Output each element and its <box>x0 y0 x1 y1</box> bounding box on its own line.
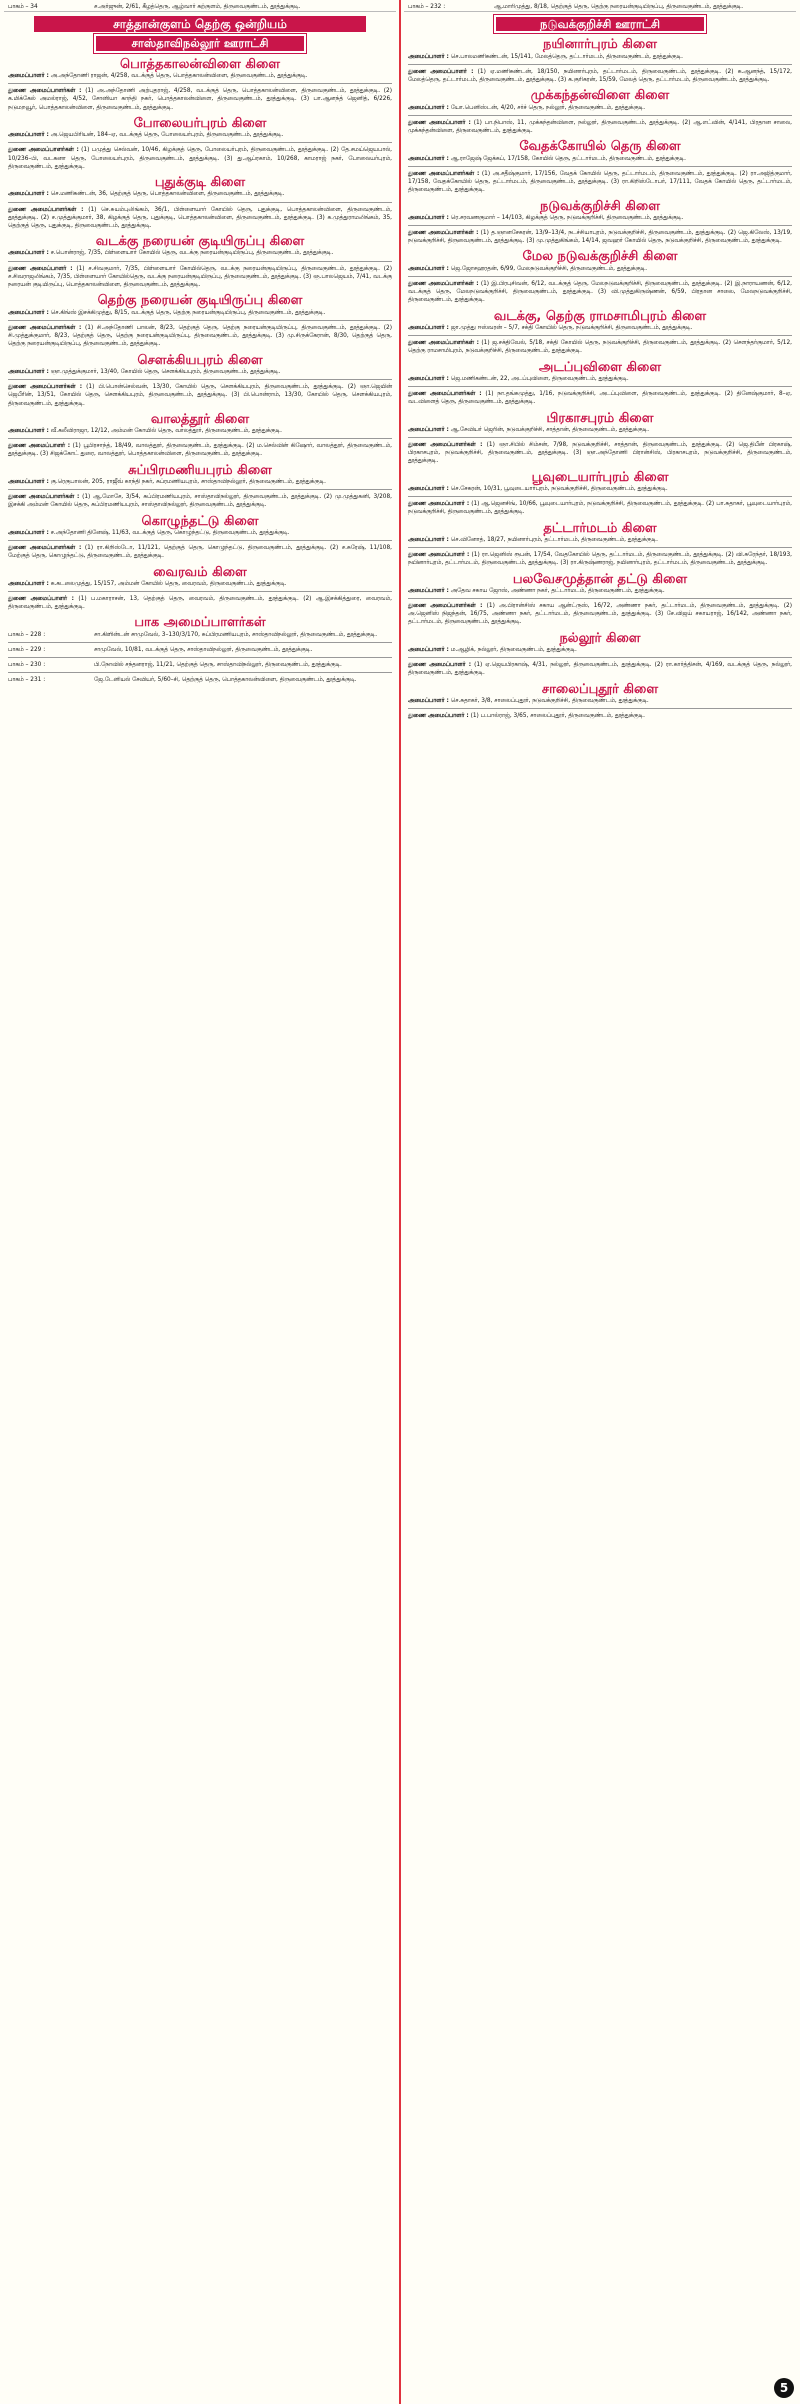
organizer-detail: செ.மணிகண்டன், 36, தெற்குத் தெரு, பொத்தகாலன்விளை, திருவைகுண்டம், தூத்துக்குடி. <box>50 191 285 198</box>
organizer-label: அமைப்பாளர் : <box>8 309 49 316</box>
organizer-label: அமைப்பாளர் : <box>408 53 449 60</box>
baagam-row <box>4 676 396 684</box>
divider <box>8 672 392 673</box>
deputy-label: துணை அமைப்பாளர்கள் : <box>8 384 83 391</box>
branch-section <box>4 175 396 230</box>
organizer-detail: ஜெ.மணிகண்டன், 22, அடப்புவிளை, திருவைகுண்டம், தூத்துக்குடி. <box>450 375 629 382</box>
deputy-label: துணை அமைப்பாளர் : <box>8 596 74 603</box>
organizer-detail: ரெ.சரவணகுமார் – 14/103, கிழக்குத் தெரு, நடுவக்குறிச்சி, திருவைகுண்டம், தூத்துக்குடி. <box>450 214 684 221</box>
organizer-detail: ஆ.ராஜேஷ் ஜேக்கப், 17/158, கோயில் தெரு, தட்டார்மடம், திருவைகுண்டம், தூத்துக்குடி. <box>450 155 686 162</box>
organizer-label: அமைப்பாளர் : <box>8 427 49 434</box>
divider <box>408 598 792 599</box>
branch-title: வேதக்கோயில் தெரு கிளை <box>519 139 681 155</box>
part-number: பாகம் – 229 : <box>8 646 46 653</box>
deputy-detail: (1) பா.நிபாஸ், 11, முக்கந்தன்விளை, நல்லூர், திருவைகுண்டம், தூத்துக்குடி. (2) ஆ.எட்வின், 4/141, பிரதான சாலை, முக்கந்தன்விளை, திருவைகுண்டம், தூத்துக்குடி. <box>408 119 792 135</box>
organizer-entry <box>4 478 396 486</box>
branch-section <box>4 462 396 510</box>
deputy-detail: (1) ஏ.ஜெயபிரகாஷ், 4/31, நல்லூர், திருவைகுண்டம், தூத்துக்குடி. (2) ரா.கார்த்திசன், 4/169, வடக்குத் தெரு, நல்லூர், திருவைகுண்டம், தூத்துக்குடி. <box>408 662 793 677</box>
part-detail: சாமுவேல், 10/81, வடக்குத் தெரு, சாஸ்தாவிநல்லூர், திருவைகுண்டம், தூத்துக்குடி. <box>94 646 313 653</box>
organizer-label: அமைப்பாளர் : <box>408 104 449 111</box>
deputy-organizers-entry <box>4 324 396 349</box>
organizer-entry <box>404 104 796 112</box>
organizer-detail: ச.அந்தோணி தினேஷ், 11/63, வடக்குத் தெரு, கொழுந்தட்டு, திருவைகுண்டம், தூத்துக்குடி. <box>50 529 290 536</box>
deputy-organizers-entry <box>404 339 796 355</box>
part-detail: ஆ.மாரிமுத்து, 8/18, தெற்குத் தெரு, தெற்கு நரையன்குடியிருப்பு, திருவைகுண்டம், தூத்துக்குடி. <box>494 4 744 10</box>
organizer-label: அமைப்பாளர் : <box>408 536 449 543</box>
organizer-label: அமைப்பாளர் : <box>8 72 49 79</box>
left-top-entry <box>4 3 396 12</box>
column-divider <box>399 0 401 2404</box>
organizer-entry <box>404 53 796 61</box>
deputy-organizers-entry <box>4 206 396 231</box>
deputy-label: துணை அமைப்பாளர் : <box>408 119 471 126</box>
divider <box>8 540 392 541</box>
baagam-row <box>4 631 396 639</box>
deputy-detail: (1) ஆ.மோசே, 3/54, சுப்பிரமணியபுரம், சாஸ்தாவிநல்லூர், திருவைகுண்டம், தூத்துக்குடி. (2) மு.முத்துகனி, 3/208, இசக்கி அம்மன் கோயில் தெரு, சுப்பிரமணியபுரம், சாஸ்தாவிநல்லூர், திருவைகுண்டம், தூத்துக்குடி. <box>8 494 392 509</box>
divider <box>8 642 392 643</box>
deputy-organizers-entry <box>404 602 796 627</box>
organizer-label: அமைப்பாளர் : <box>408 155 449 162</box>
organizer-label: அமைப்பாளர் : <box>8 529 49 536</box>
branch-title: புதுக்குடி கிளை <box>154 175 246 191</box>
divider <box>408 225 792 226</box>
divider <box>8 261 392 262</box>
deputy-label: துணை அமைப்பாளர் : <box>408 68 474 75</box>
organizer-label: அமைப்பாளர் : <box>408 324 449 331</box>
divider <box>8 657 392 658</box>
divider <box>408 276 792 277</box>
organizer-detail: செ.பாலமணிகண்டன், 15/141, மேலத்தெரு, தட்டார்மடம், திருவைகுண்டம், தூத்துக்குடி. <box>450 53 683 60</box>
organizer-label: அமைப்பாளர் : <box>8 478 49 485</box>
organizer-entry <box>4 190 396 198</box>
deputy-label: துணை அமைப்பாளர்கள் : <box>408 280 479 287</box>
organizer-detail: வீ.கலீவிராஜா, 12/12, அம்மன் கோயில் தெரு, வாலத்தூர், திருவைகுண்டம், தூத்துக்குடி. <box>50 427 283 434</box>
branch-section <box>404 88 796 135</box>
deputy-detail: (1) பமுத்து செல்வன், 10/46, கிழக்குத் தெரு, போலையர்புரம், திருவைகுண்டம், தூத்துக்குடி. (2) தே.சமய்ஜெயபால், 10/236–பி, வடகனா தெரு, போலையர்புரம், திருவைகுண்டம், தூத்துக்குடி. (3) து.ஆப்ரகாம், 10/268, காமராஜ் நகர், போலையர்புரம், திருவைகுண்டம், தூத்துக்குடி. <box>8 147 392 170</box>
ooratchi-title: சாஸ்தாவிநல்லூர் ஊராட்சி <box>94 34 306 52</box>
deputy-label: துணை அமைப்பாளர் : <box>408 501 470 508</box>
branch-section <box>404 308 796 356</box>
organizer-label: அமைப்பாளர் : <box>8 191 49 198</box>
organizer-entry <box>404 324 796 332</box>
divider <box>408 437 792 438</box>
part-number: பாகம் – 232 : <box>408 4 446 10</box>
deputy-detail: (1) த.ஞானசேகரன், 13/9–13/4, நடச்சியாபுரம், நடுவக்குறிச்சி, திருவைகுண்டம், தூத்துக்குடி. (2) ஜெ.கிலேஸ், 13/19, நடுவக்குறிச்சி, திருவைகுண்டம், தூத்துக்குடி. (3) மு.முத்துகிங்கம், 14/14, ஜவஹர் கோயில் தெரு, நடுவக்குறிச்சி, திருவைகுண்டம், தூத்துக்குடி. <box>408 229 792 245</box>
divider <box>408 657 792 658</box>
deputy-organizers-entry <box>404 500 796 516</box>
branch-section <box>4 513 396 561</box>
deputy-organizers-entry <box>404 68 796 84</box>
branch-title: சாலைப்புதூர் கிளை <box>541 681 659 697</box>
deputy-label: துணை அமைப்பாளர்கள் : <box>8 206 84 213</box>
organizer-detail: அ.ஜெயபிரியன், 184–ஏ, வடக்குத் தெரு, போலையர்புரம், திருவைகுண்டம், தூத்துக்குடி. <box>50 132 284 139</box>
right-column <box>404 0 796 2404</box>
branch-section <box>404 37 796 84</box>
organizer-detail: ஆ.சேவியர் ஜெரின், நடுவக்குறிச்சி, சாத்தான், திருவைகுண்டம், தூத்துக்குடி. <box>450 426 650 433</box>
deputy-label: துணை அமைப்பாளர்கள் : <box>408 340 479 347</box>
deputy-detail: (1) ஆ.ஜெனசிங், 10/66, பூவுடையார்புரம், நடுவக்குறிச்சி, திருவைகுண்டம், தூத்துக்குடி. (2) பா.சுதாகர், பூவுடையார்புரம், நடுவக்குறிச்சி, திருவைகுண்டம், தூத்துக்குடி. <box>408 501 793 516</box>
deputy-detail: (1) நா.தங்கமுத்து, 1/16, நடுவக்குறிச்சி, அடப்புவிளை, திருவைகுண்டம், தூத்துக்குடி. (2) தினேஷ்குமார், 8–ஏ, வடவிளைத் தெரு, திருவைகுண்டம், தூத்துக்குடி. <box>408 391 792 406</box>
deputy-organizers-entry <box>404 119 796 135</box>
ooratchi-title: நடுவக்குறிச்சி ஊராட்சி <box>494 15 706 33</box>
branch-title: தட்டார்மடம் கிளை <box>543 520 657 536</box>
deputy-organizers-entry <box>4 383 396 408</box>
branch-section <box>404 630 796 678</box>
branch-title: அடப்புவிளை கிளை <box>538 359 662 375</box>
deputy-organizers-entry <box>4 265 396 290</box>
deputy-label: துணை அமைப்பாளர்கள் : <box>408 441 483 448</box>
deputy-detail: (1) ஏ.மணிகண்டன், 18/150, நயினார்புரம், தட்டார்மடம், திருவைகுண்டம், தூத்துக்குடி. (2) க.ஆனந்த், 15/172, மேலத்தெரு, தட்டார்மடம், திருவைகுண்டம், தூத்துக்குடி. (3) க.குரிகரன், 15/59, மேலத் தெரு, தட்டார்மடம், திருவைகுண்டம், தூத்துக்குடி. <box>408 68 792 84</box>
deputy-detail: (1) பி.பொன்செல்வன், 13/30, கோயில் தெரு, சௌக்கியபுரம், திருவைகுண்டம், தூத்துக்குடி. (2) ஞா.ஜெயின் ஜெபீரின், 13/51, கோயில் தெரு, சௌக்கியபுரம், திருவைகுண்டம், தூத்துக்குடி. (3) பி.பொன்ராம், 13/30, கோயில் தெரு, சௌக்கியபுரம், திருவைகுண்டம், தூத்துக்குடி. <box>8 384 393 407</box>
part-number: பாகம் – 34 <box>8 4 38 10</box>
deputy-organizers-entry <box>4 442 396 458</box>
deputy-detail: (1) அ.பிரான்சிஸ் சகாய ஆன்ட்ருஸ், 16/72, அண்ணா நகர், தட்டார்மடம், திருவைகுண்டம், தூத்துக்குடி. (2) அ.ஜெனிஸ் நிஜந்தன், 16/75, அண்ணா நகர், தட்டார்மடம், திருவைகுண்டம், தூத்துக்குடி. (3) சே.விஜய் சகாயராஜ், 16/142, அண்ணா நகர், தட்டார்மடம், திருவைகுண்டம், தூத்துக்குடி. <box>408 603 792 626</box>
divider <box>408 708 792 709</box>
branch-section <box>404 249 796 304</box>
deputy-label: துணை அமைப்பாளர்கள் : <box>8 324 82 331</box>
deputy-label: துணை அமைப்பாளர்கள் : <box>408 170 480 177</box>
deputy-detail: (1) அ.சதீஷ்குமார், 17/156, வேதக் கோயில் தெரு, தட்டார்மடம், திருவைகுண்டம், தூத்துக்குடி. (2) ரா.அஜித்குமார், 17/158, வேதக்கோயில் தெரு, தட்டார்மடம், திருவைகுண்டம், தூத்துக்குடி. (3) ரா.கிறிஸ்டோபர், 17/111, வேதக் கோயில் தெரு, தட்டார்மடம், திருவைகுண்டம், தூத்துக்குடி. <box>408 170 793 194</box>
deputy-detail: (1) ஞா.சிபில் சிம்சன், 7/98, நடுவக்குறிச்சி, சாத்தான், திருவைகுண்டம், தூத்துக்குடி. (2) ஜெ.திபீன் பிரகாஷ், பிரகாசபுரம், நடுவக்குறிச்சி, திருவைகுண்டம், தூத்துக்குடி. (3) ஞா.அந்தோணி பிரான்சிஸ், பிரகாசபுரம், நடுவக்குறிச்சி, திருவைகுண்டம், தூத்துக்குடி. <box>408 441 792 465</box>
organizer-entry <box>4 131 396 139</box>
divider <box>408 547 792 548</box>
divider <box>408 115 792 116</box>
organizer-detail: அ.அந்தோணி ராஜன், 4/258, வடக்குத் தெரு, பொத்தகாலன்விளை, திருவைகுண்டம், தூத்துக்குடி. <box>50 72 308 79</box>
organizer-label: அமைப்பாளர் : <box>408 214 449 221</box>
branch-title: பலவேசமுத்தான் தட்டு கிளை <box>512 571 688 587</box>
organizer-detail: ம.ஆழிக், நல்லூர், திருவைகுண்டம், தூத்துக்குடி. <box>450 646 577 653</box>
branch-section <box>404 469 796 517</box>
deputy-label: துணை அமைப்பாளர்கள் : <box>408 391 482 398</box>
baagam-row <box>4 646 396 654</box>
deputy-organizers-entry <box>404 441 796 466</box>
baagam-row <box>4 661 396 669</box>
deputy-detail: (1) அ.அந்தோணி அற்புதராஜ், 4/258, வடக்குத் தெரு, பொத்தகாலன்விளை, திருவைகுண்டம், தூத்துக்குடி. (2) க.மிக்கேல் அமல்ராஜ், 4/52, சோனியா காந்தி நகர், பொத்தகாலன்விளை, திருவைகுண்டம், தூத்துக்குடி. (3) பா.ஆனந்த் ஜெனித், 6/226, நடுமறவூர், பொத்தகாலன்விளை, திருவைகுண்டம், தூத்துக்குடி. <box>8 88 392 111</box>
deputy-organizers-entry <box>404 551 796 567</box>
deputy-detail: (1) ரா.கிறிஸ்டோ, 11/121, தெற்குத் தெரு, கொழுந்தட்டு, திருவைகுண்டம், தூத்துக்குடி. (2) ச.சுரேஷ், 11/108, மேற்குத் தெரு, கொழுந்தட்டு, திருவைகுண்டம், தூத்துக்குடி. <box>8 545 393 560</box>
deputy-organizers-entry <box>4 544 396 560</box>
organizer-label: அமைப்பாளர் : <box>408 646 449 653</box>
divider <box>408 166 792 167</box>
divider <box>8 379 392 380</box>
branch-section <box>4 234 396 289</box>
branch-section <box>4 293 396 348</box>
organizer-label: அமைப்பாளர் : <box>408 265 449 272</box>
organizer-label: அமைப்பாளர் : <box>408 587 449 594</box>
branch-title: பிரகாசபுரம் கிளை <box>546 410 654 426</box>
deputy-organizers-entry <box>404 170 796 195</box>
organizer-detail: கு.ரெகுபாலன், 205, ராஜீவ் காந்தி நகர், சுப்ரமணியபுரம், சாஸ்தாவிநல்லூர், திருவைகுண்டம், தூத்துக்குடி. <box>50 478 326 485</box>
deputy-organizers-entry <box>404 712 796 720</box>
organizer-detail: ஞா.முத்துக்குமார், 13/40, கோயில் தெரு, சௌக்கியபுரம், திருவைகுண்டம், தூத்துக்குடி. <box>50 368 281 375</box>
deputy-detail: (1) இ.பிரபுசிவன், 6/12, வடக்குத் தெரு, மேலநடுவக்குறிச்சி, திருவைகுண்டம், தூத்துக்குடி. (2) இ.நாராயணன், 6/12, வடக்குத் தெரு, மேலநடுவக்குறிச்சி, திருவைகுண்டம், தூத்துக்குடி. (3) வி.முத்துகிருஷ்ணன், 6/59, பிரதான சாலை, மேலநடுவக்குறிச்சி, திருவைகுண்டம், தூத்துக்குடி. <box>408 280 792 304</box>
divider <box>408 64 792 65</box>
deputy-detail: (1) ச.சிவகுமார், 7/35, பிள்ளையார் கோயில்தெரு, வடக்கு நரையன்குடியிருப்பு, திருவைகுண்டம், தூத்துக்குடி. (2) ச.சிவராஜலிங்கம், 7/35, பிள்ளையார் கோயில்தெரு, வடக்கு நரையன்குடியிருப்பு, திருவைகுண்டம், தூத்துக்குடி. (3) ஞ.பாலஜெயம், 7/41, வடக்கு நரையன் குடியிருப்பு, பொத்தகாலன்விளை, திருவைகுண்டம், தூத்துக்குடி. <box>8 265 392 289</box>
baagam-list <box>4 631 396 685</box>
organizer-entry <box>4 580 396 588</box>
part-number: பாகம் – 230 : <box>8 662 46 669</box>
organizer-label: அமைப்பாளர் : <box>8 132 49 139</box>
deputy-organizers-entry <box>4 87 396 112</box>
deputy-organizers-entry <box>404 390 796 406</box>
branch-title: தெற்கு நரையன் குடியிருப்பு கிளை <box>97 293 303 309</box>
organizer-entry <box>404 587 796 595</box>
organizer-entry <box>404 646 796 654</box>
deputy-detail: (1) ரா.ஜெனிஸ் ரூபன், 17/54, வேதகோயில் தெரு, தட்டார்மடம், திருவைகுண்டம், தூத்துக்குடி. (2) வி.சுரேந்தர், 18/193, நயினார்புரம், தட்டார்மடம், திருவைகுண்டம், தூத்துக்குடி. (3) ரா.கிருஷ்ணராஜ், நயினார்புரம், தட்டார்மடம், திருவைகுண்டம், தூத்துக்குடி. <box>408 552 793 567</box>
organizer-detail: ஜா.முத்து ஈஸ்வரன் – 5/7, சக்தி கோயில் தெரு, நடுவக்குறிச்சி, திருவைகுண்டம், தூத்துக்குடி. <box>450 324 693 331</box>
organizer-label: அமைப்பாளர் : <box>8 368 49 375</box>
branch-title: சுப்பிரமணியபுரம் கிளை <box>128 462 272 478</box>
organizer-entry <box>4 529 396 537</box>
branch-title: வைரவம் கிளை <box>153 564 247 580</box>
branch-section <box>4 411 396 459</box>
left-column <box>4 0 396 2404</box>
organizer-entry <box>404 536 796 544</box>
branch-section <box>404 139 796 194</box>
deputy-organizers-entry <box>4 146 396 171</box>
organizer-entry <box>404 265 796 273</box>
branch-section <box>4 115 396 171</box>
left-branch-list <box>4 56 396 612</box>
organizer-entry <box>404 155 796 163</box>
organizer-detail: ச.பொன்ராஜ், 7/35, பிள்ளையார் கோயில் தெரு, வடக்கு நரையன்குடியிருப்பு, திருவைகுண்டம், தூத்துக்குடி. <box>50 250 334 257</box>
divider <box>408 496 792 497</box>
branch-title: பொத்தகாலன்விளை கிளை <box>119 56 281 72</box>
deputy-detail: (1) சி.அந்தோணி பாலன், 8/23, தெற்குத் தெரு, தெற்கு நரையன்குடியிருப்பு, திருவைகுண்டம், தூத்துக்குடி. (2) சி.முத்துக்குமார், 8/23, தெற்குத் தெரு, தெற்கு நரையன்குடியிருப்பு, திருவைகுண்டம், தூத்துக்குடி. (3) மு.சிருக்கேரான், 8/30, தெற்குத் தெரு, தெற்கு நரையன்குடியிருப்பு, திருவைகுண்டம், தூத்துக்குடி. <box>8 324 392 348</box>
organizer-entry <box>404 375 796 383</box>
deputy-label: துணை அமைப்பாளர்கள் : <box>408 603 483 610</box>
deputy-detail: (1) பூபிரசாந்த், 18/49, வாலத்தூர், திருவைகுண்டம், தூத்துக்குடி. (2) ம.செல்வின் கிஷோர், வாலத்தூர், திருவைகுண்டம், தூத்துக்குடி. (3) சிஜக்கோட் துரை, வாலத்தூர், பொத்தகாலன்விளை, திருவைகுண்டம், தூத்துக்குடி. <box>8 443 392 458</box>
branch-section <box>404 359 796 407</box>
organizer-label: அமைப்பாளர் : <box>408 697 449 704</box>
deputy-detail: (1) ஜ.சக்திவேல், 5/18, சக்தி கோயில் தெரு, நடுவக்குறிச்சி, திருவைகுண்டம், தூத்துக்குடி. (2) செளந்தர்குமார், 5/12, தெற்கு ராமசாமிபுரம், நடுவக்குறிச்சி, திருவைகுண்டம், தூத்துக்குடி. <box>408 340 793 355</box>
branch-title: மேல நடுவக்குறிச்சி கிளை <box>522 249 678 265</box>
organizer-detail: செ.சுதாகர், 3/8, சாலைப்புதூர், நடுவக்குறிச்சி, திருவைகுண்டம், தூத்துக்குடி. <box>450 697 649 704</box>
deputy-label: துணை அமைப்பாளர் : <box>408 713 469 720</box>
part-detail: சா.கிளின்டன் சாமுவேல், 3–130/3/170, சுப்பிரமணியபுரம், சாஸ்தாவிநல்லூர், திருவைகுண்டம், தூத்துக்குடி. <box>94 631 378 638</box>
branch-section <box>4 564 396 612</box>
organizer-entry <box>4 368 396 376</box>
deputy-organizers-entry <box>404 661 796 677</box>
right-top-entry <box>404 3 796 12</box>
organizer-label: அமைப்பாளர் : <box>8 580 49 587</box>
divider <box>408 335 792 336</box>
divider <box>8 202 392 203</box>
branch-title: வடக்கு, தெற்கு ராமசாமிபுரம் கிளை <box>493 308 707 324</box>
branch-section <box>4 352 396 408</box>
baagam-heading: பாக அமைப்பாளர்கள் <box>134 615 266 631</box>
divider <box>8 591 392 592</box>
part-detail: ஜே.டேனியல் சேவியர், 5/60–சி, தெற்குத் தெரு, பொத்தகாலன்விளை, திருவைகுண்டம், தூத்துக்குடி. <box>94 677 357 684</box>
divider <box>8 83 392 84</box>
branch-title: முக்கந்தன்விளை கிளை <box>530 88 670 104</box>
organizer-entry <box>404 214 796 222</box>
deputy-detail: (1) ப.மகாராசன், 13, தெற்குத் தெரு, வைரவம், திருவைகுண்டம், தூத்துக்குடி. (2) ஆ.இசக்கித்துரை, வைரவம், திருவைகுண்டம், தூத்துக்குடி. <box>8 596 392 611</box>
part-number: பாகம் – 228 : <box>8 631 46 638</box>
divider <box>8 438 392 439</box>
organizer-entry <box>4 72 396 80</box>
branch-title: நல்லூர் கிளை <box>559 630 641 646</box>
deputy-label: துணை அமைப்பாளர்கள் : <box>8 88 82 95</box>
divider <box>8 489 392 490</box>
organizer-entry <box>4 427 396 435</box>
part-detail: ச.அர்ஜுன், 2/61, கீழத்தெரு, ஆழ்வார் கற்குளம், திருவைகுண்டம், தூத்துக்குடி. <box>94 4 301 10</box>
divider <box>8 142 392 143</box>
organizer-detail: அதேவ சகாய ஜோஸ், அண்ணா நகர், தட்டார்மடம், திருவைகுண்டம், தூத்துக்குடி. <box>450 587 665 594</box>
organizer-entry <box>4 309 396 317</box>
deputy-organizers-entry <box>404 229 796 245</box>
branch-title: வடக்கு நரையன் குடியிருப்பு கிளை <box>95 234 305 250</box>
branch-title: கொழுந்தட்டு கிளை <box>141 513 259 529</box>
right-branch-list <box>404 37 796 720</box>
union-title: சாத்தான்குளம் தெற்கு ஒன்றியம் <box>34 16 366 32</box>
page-number: 5 <box>774 2378 794 2398</box>
divider <box>8 320 392 321</box>
deputy-label: துணை அமைப்பாளர் : <box>8 265 73 272</box>
organizer-label: அமைப்பாளர் : <box>408 375 449 382</box>
organizer-detail: க.கடலைமுத்து, 15/157, அம்மன் கோயில் தெரு, வைரவம், திருவைகுண்டம், தூத்துக்குடி. <box>50 580 287 587</box>
divider <box>408 386 792 387</box>
deputy-label: துணை அமைப்பாளர் : <box>408 662 472 669</box>
branch-title: சௌக்கியபுரம் கிளை <box>137 352 263 368</box>
branch-title: வாலத்தூர் கிளை <box>150 411 250 427</box>
organizer-label: அமைப்பாளர் : <box>408 426 449 433</box>
organizer-entry <box>4 249 396 257</box>
deputy-label: துணை அமைப்பாளர்கள் : <box>8 545 82 552</box>
deputy-label: துணை அமைப்பாளர்கள் : <box>408 229 479 236</box>
branch-section <box>404 520 796 568</box>
deputy-detail: (1) செ.சுயம்புலிங்கம், 36/1, பிள்ளையார் கோயில் தெரு, புதுக்குடி, பொத்தகாலன்விளை, திருவைகுண்டம், தூத்துக்குடி. (2) ச.முத்துக்குமார், 38, கிழக்குத் தெரு, புதுக்குடி, பொத்தகாலன்விளை, திருவைகுண்டம், தூத்துக்குடி. (3) க.முத்துராமலிங்கம், 35, தெற்குத் தெரு, புதுக்குடி, திருவைகுண்டம், தூத்துக்குடி. <box>8 206 393 229</box>
organizer-detail: செ.வினோத், 18/27, நயினார்புரம், தட்டார்மடம், திருவைகுண்டம், தூத்துக்குடி. <box>450 536 658 543</box>
organizer-entry <box>404 697 796 705</box>
organizer-detail: யோ.பெனிஸ்டன், 4/20, சர்ச் தெரு, நல்லூர், திருவைகுண்டம், தூத்துக்குடி. <box>450 104 646 111</box>
deputy-detail: (1) ப.பால்ராஜ், 3/65, சாலைப்புதூர், திருவைகுண்டம், தூத்துக்குடி. <box>470 713 646 720</box>
part-number: பாகம் – 231 : <box>8 677 46 684</box>
deputy-organizers-entry <box>4 595 396 611</box>
deputy-label: துணை அமைப்பாளர்கள் : <box>8 494 80 501</box>
organizer-detail: ஜெ.ஜோசஹரதன், 6/99, மேலநடுவக்குறிச்சி, திருவைகுண்டம், தூத்துக்குடி. <box>450 265 648 272</box>
organizer-detail: செ.கிங்ஸ் இசக்கிமுத்து, 8/15, வடக்குத் தெரு, தெற்கு நரையன்குடியிருப்பு, திருவைகுண்டம், தூத்துக்குடி. <box>50 309 326 316</box>
deputy-label: துணை அமைப்பாளர் : <box>8 443 71 450</box>
deputy-label: துணை அமைப்பாளர் : <box>408 552 470 559</box>
branch-section <box>404 198 796 246</box>
branch-section <box>404 410 796 466</box>
organizer-entry <box>404 426 796 434</box>
part-detail: பி.நோவில் சந்தனராஜ், 11/21, தெற்குத் தெரு, சாஸ்தாவிநல்லூர், திருவைகுண்டம், தூத்துக்குடி. <box>94 662 342 669</box>
branch-title: நயினார்புரம் கிளை <box>543 37 657 53</box>
branch-section <box>4 56 396 112</box>
branch-section <box>404 681 796 721</box>
branch-title: பூவுடையார்புரம் கிளை <box>531 469 669 485</box>
branch-section <box>404 571 796 627</box>
organizer-entry <box>404 485 796 493</box>
organizer-label: அமைப்பாளர் : <box>8 250 49 257</box>
deputy-organizers-entry <box>4 493 396 509</box>
branch-title: நடுவக்குறிச்சி கிளை <box>540 198 660 214</box>
branch-title: போலையர்புரம் கிளை <box>133 115 267 131</box>
organizer-detail: செ.சேகரன், 10/31, பூவுடையார்புரம், நடுவக்குறிச்சி, திருவைகுண்டம், தூத்துக்குடி. <box>450 485 668 492</box>
deputy-organizers-entry <box>404 280 796 305</box>
organizer-label: அமைப்பாளர் : <box>408 485 449 492</box>
deputy-label: துணை அமைப்பாளர்கள் : <box>8 147 79 154</box>
